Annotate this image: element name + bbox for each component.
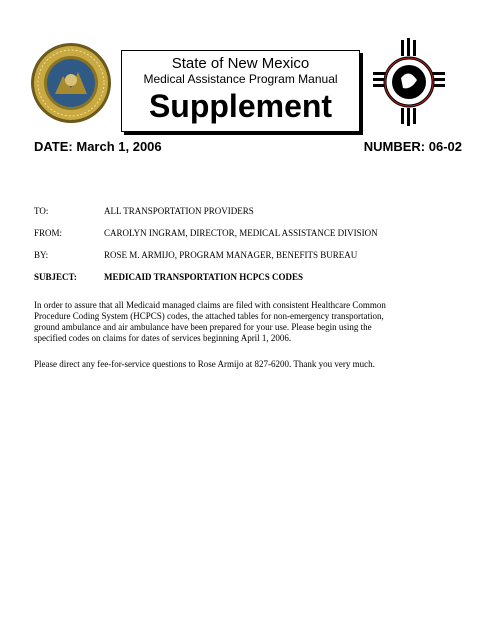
to-field [34,206,464,216]
zia-logo-icon [373,38,445,126]
para1-line2: Procedure Coding System (HCPCS) codes, the attached tables for non-emergency transportation, [34,311,384,321]
to-value: ALL TRANSPORTATION PROVIDERS [104,206,254,216]
body-paragraph-2: Please direct any fee-for-service questions to Rose Armijo at 827-6200. Thank you very much. [34,359,375,369]
by-value: ROSE M. ARMIJO, PROGRAM MANAGER, BENEFITS BUREAU [104,250,358,260]
para1-line3: ground ambulance and air ambulance have been prepared for your use. Please begin using the [34,322,372,332]
para1-line1: In order to assure that all Medicaid managed claims are filed with consistent Healthcare Common [34,300,386,310]
by-label: BY: [34,250,49,260]
subject-value: MEDICAID TRANSPORTATION HCPCS CODES [104,272,303,282]
from-value: CAROLYN INGRAM, DIRECTOR, MEDICAL ASSISTANCE DIVISION [104,228,378,238]
header-state: State of New Mexico [171,55,310,72]
to-label: TO: [34,206,49,216]
by-field [34,250,464,260]
header-box [121,50,360,132]
page-title: Supplement [148,88,333,124]
para1-line4: specified codes on claims for dates of services beginning April 1, 2006. [34,333,292,343]
from-label: FROM: [34,228,63,238]
state-seal-icon [30,42,112,124]
body-paragraph-1 [34,300,462,344]
number-label: NUMBER: 06-02 [363,139,462,154]
date-label: DATE: March 1, 2006 [34,139,162,154]
subject-field [34,272,464,282]
subject-label: SUBJECT: [34,272,77,282]
from-field [34,228,464,238]
header-manual: Medical Assistance Program Manual [143,72,338,86]
date-number-line [34,139,462,154]
